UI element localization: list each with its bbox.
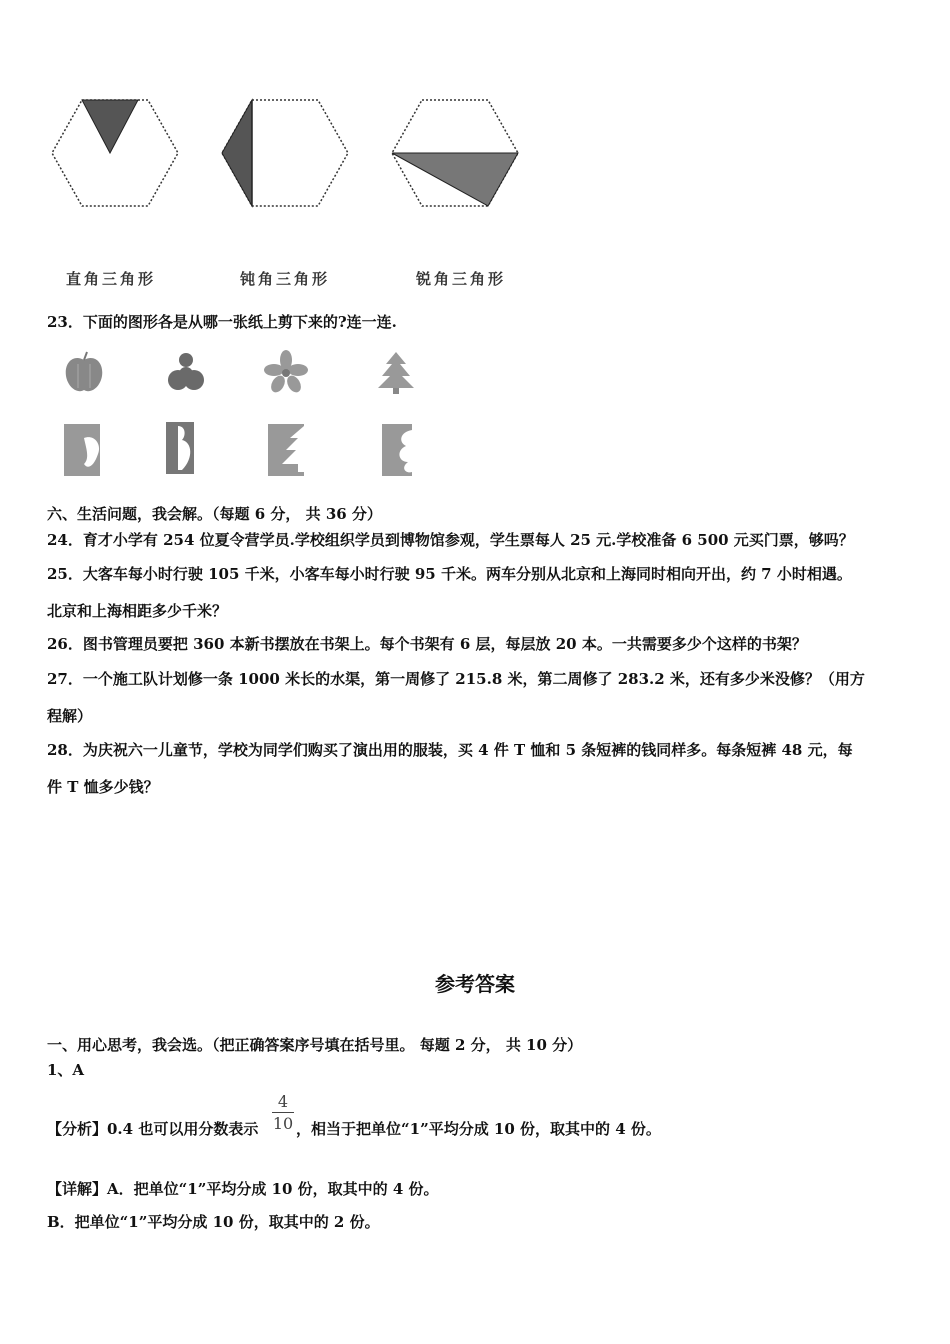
detail-a: 【详解】A．把单位“1”平均分成 10 份，取其中的 4 份。	[47, 1180, 439, 1198]
question-26: 26．图书管理员要把 360 本新书摆放在书架上。每个书架有 6 层，每层放 20 本。一共需要多少个这样的书架？	[47, 635, 807, 653]
caption-acute-triangle: 锐角三角形	[416, 270, 507, 288]
fraction-4-10	[272, 1092, 294, 1133]
apple-shape-icon	[60, 348, 108, 396]
paper-gourd-cut-icon	[166, 422, 202, 474]
question-27-line2: 程解）	[47, 707, 93, 725]
detail-b: B．把单位“1”平均分成 10 份，取其中的 2 份。	[47, 1213, 380, 1231]
fraction-bar	[272, 1112, 294, 1113]
hexagon-obtuse-triangle-figure	[220, 96, 350, 211]
answers-title: 参考答案	[435, 972, 515, 996]
flower-shape-icon	[262, 348, 310, 396]
question-25-line1: 25．大客车每小时行驶 105 千米，小客车每小时行驶 95 千米。两车分别从北京和上海同时相向开出，约 7 小时相遇。	[47, 565, 852, 583]
answers-section-1-heading: 一、用心思考，我会选。（把正确答案序号填在括号里。 每题 2 分， 共 10 分）	[47, 1036, 583, 1054]
caption-right-triangle: 直角三角形	[66, 270, 157, 288]
hexagon-right-triangle-figure	[50, 96, 180, 211]
fraction-numerator: 4	[277, 1092, 289, 1111]
answer-1: 1、A	[47, 1061, 85, 1079]
question-27-line1: 27．一个施工队计划修一条 1000 米长的水渠，第一周修了 215.8 米，第二周修了 283.2 米，还有多少米没修？（用方	[47, 670, 865, 688]
paper-tree-cut-icon	[268, 424, 304, 476]
question-28-line1: 28．为庆祝六一儿童节，学校为同学们购买了演出用的服装，买 4 件 T 恤和 5 条短裤的钱同样多。每条短裤 48 元，每	[47, 741, 853, 759]
question-25-line2: 北京和上海相距多少千米？	[47, 602, 228, 620]
hexagon-acute-triangle-figure	[390, 96, 520, 211]
section-6-heading: 六、生活问题，我会解。（每题 6 分， 共 36 分）	[47, 505, 382, 523]
analysis-text-before: 【分析】0.4 也可以用分数表示	[47, 1120, 259, 1138]
caption-obtuse-triangle: 钝角三角形	[240, 270, 331, 288]
fraction-denominator: 10	[272, 1114, 294, 1133]
question-23: 23．下面的图形各是从哪一张纸上剪下来的?连一连.	[47, 313, 397, 331]
paper-flower-cut-icon	[382, 424, 418, 476]
tree-shape-icon	[372, 348, 420, 396]
gourd-shape-icon	[162, 348, 210, 396]
question-24: 24．育才小学有 254 位夏令营学员.学校组织学员到博物馆参观，学生票每人 25 元.学校准备 6 500 元买门票，够吗？	[47, 531, 854, 549]
paper-apple-cut-icon	[64, 424, 100, 476]
question-28-line2: 件 T 恤多少钱？	[47, 778, 159, 796]
analysis-text-after: ，相当于把单位“1”平均分成 10 份，取其中的 4 份。	[296, 1120, 661, 1138]
